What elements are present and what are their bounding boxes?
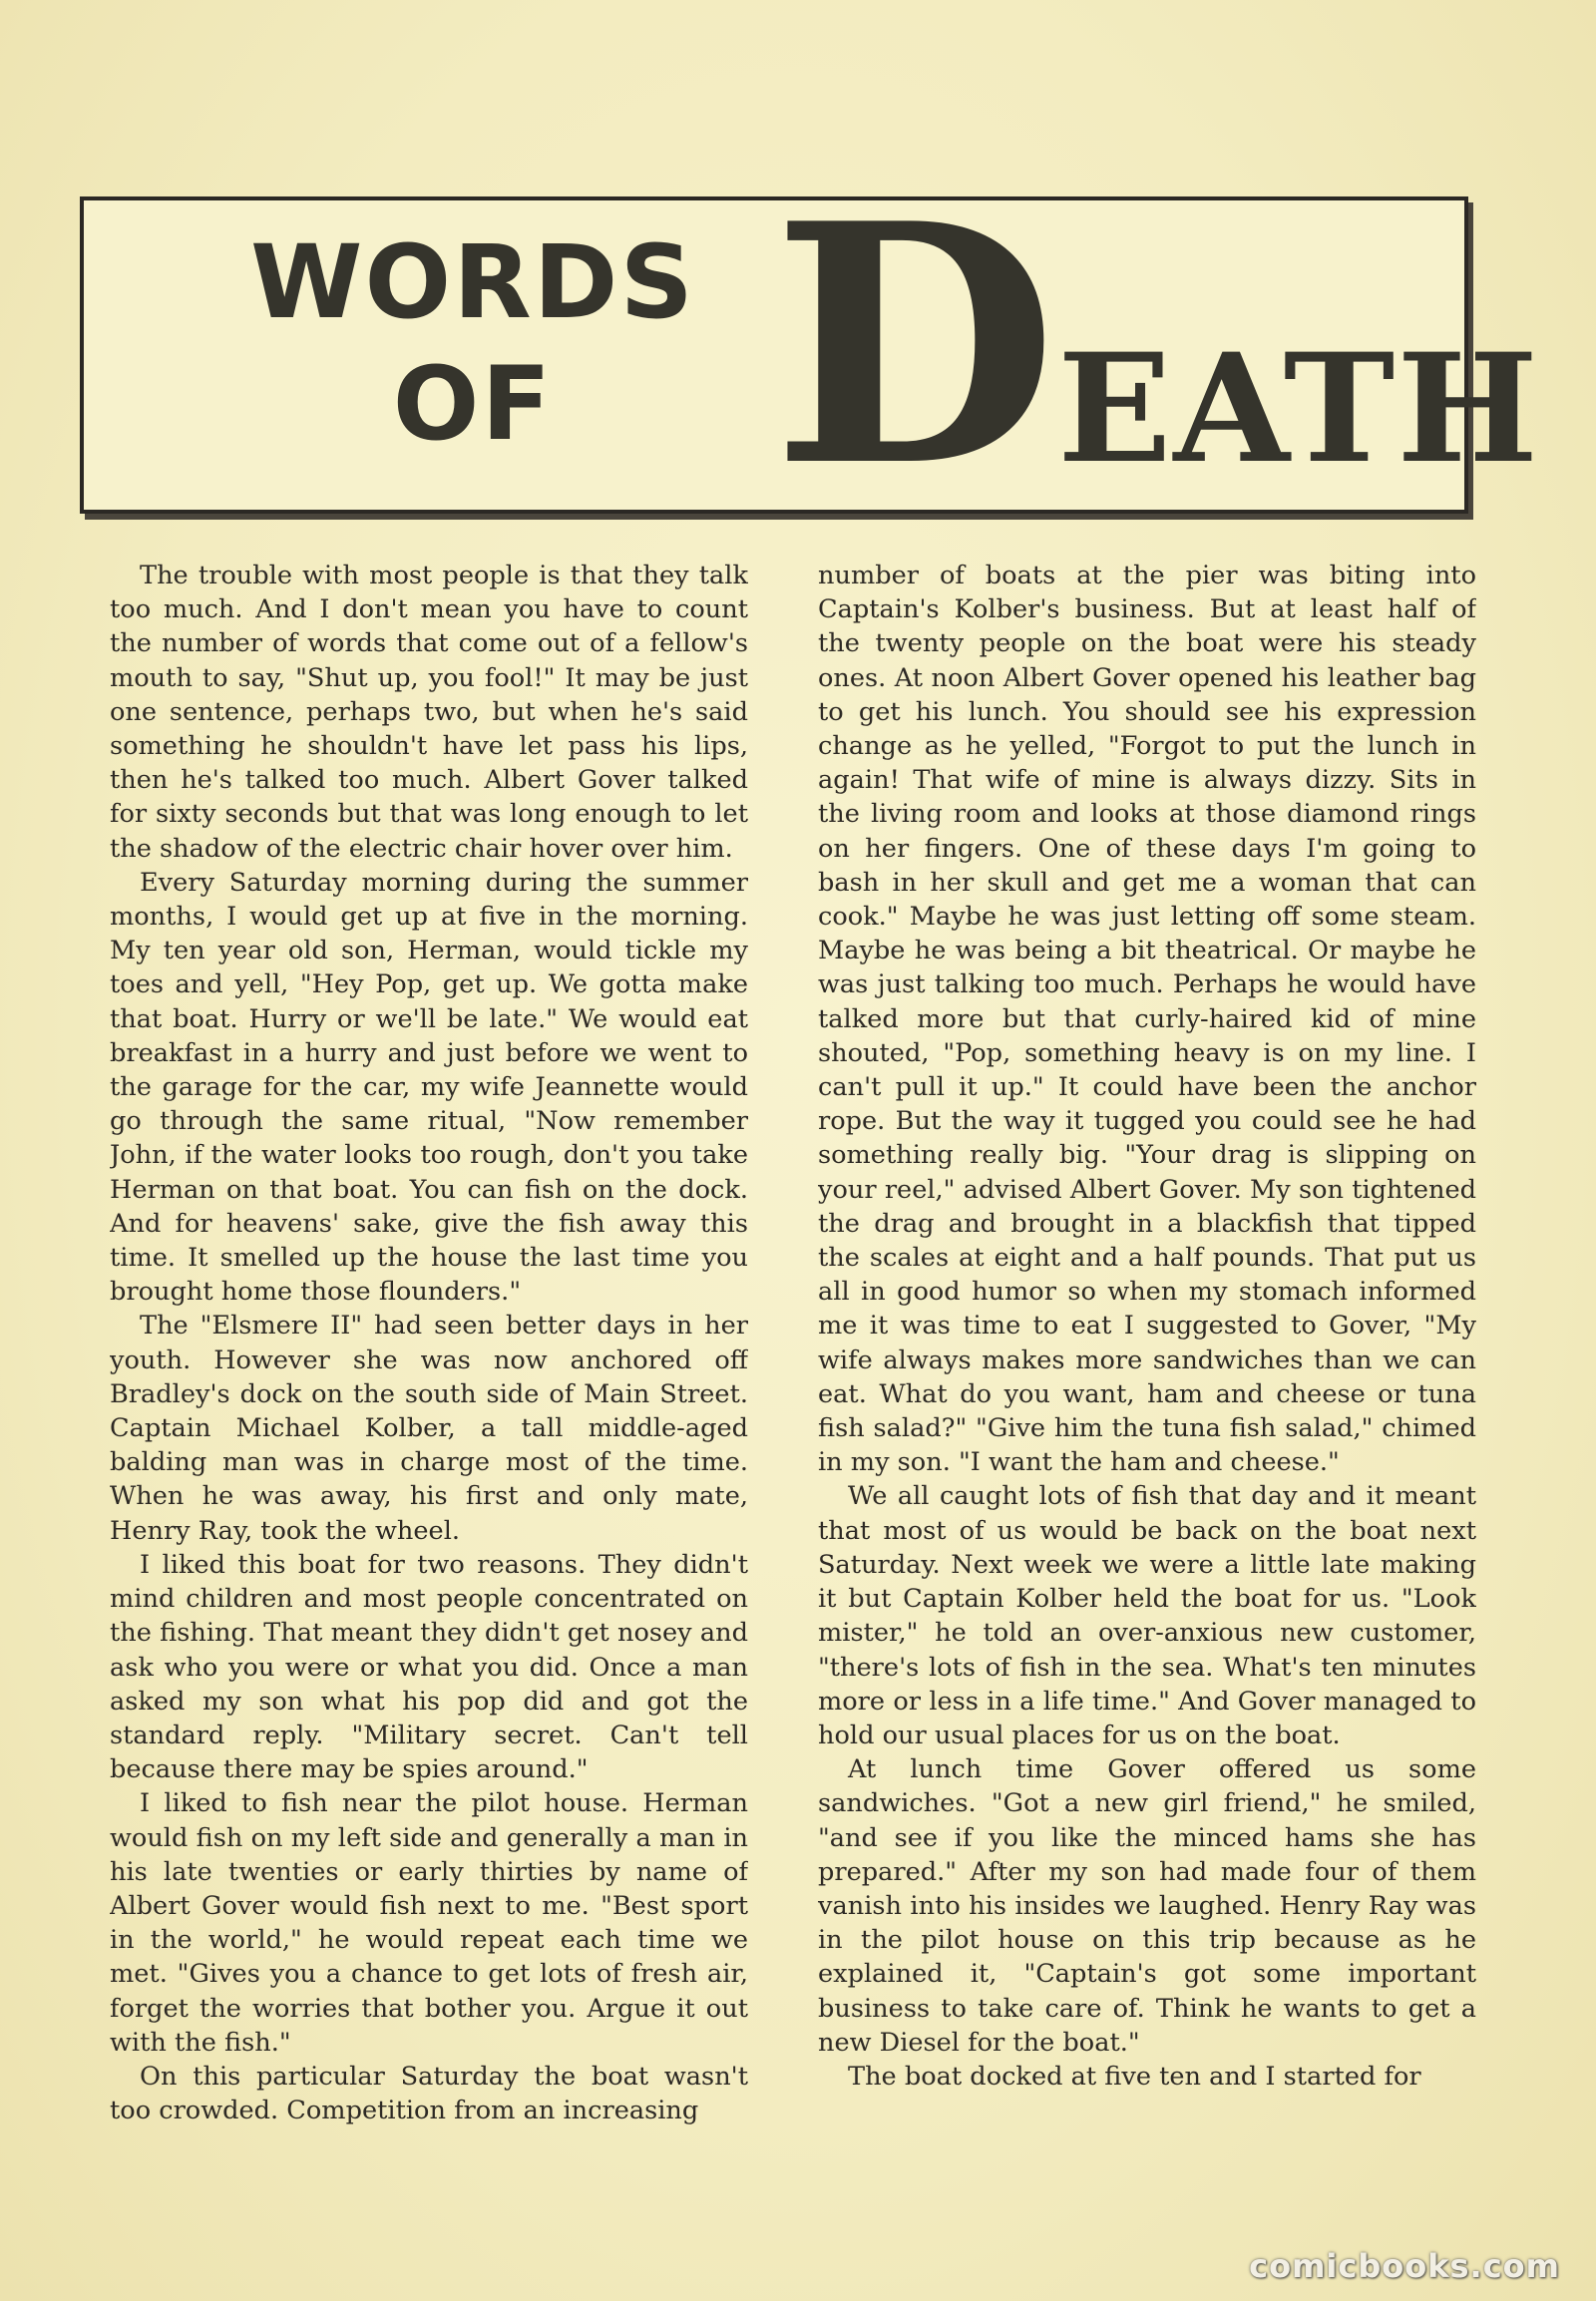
title-panel <box>80 152 1541 539</box>
paragraph: The "Elsmere II" had seen better days in her youth. However she was now anchored off Bradley's dock on the south side of Main Street. Captain Michael Kolber, a tall middle-aged balding man was in charge most of the time. When he was away, his first and only mate, Henry Ray, took the wheel. <box>110 1311 748 1546</box>
title-of: OF <box>392 345 554 464</box>
title-words: WORDS <box>250 223 695 342</box>
story-columns <box>110 559 1476 2244</box>
story-column-left <box>110 559 748 2244</box>
watermark: comicbooks.com <box>1249 2247 1560 2285</box>
paragraph: At lunch time Gover offered us some sandwiches. "Got a new girl friend," he smiled, "and see if you like the minced hams she has prepared." After my son had made four of them vanish into his insides we laughed. Henry Ray was in the pilot house on this trip because as he explained it, "Captain's got some important business to take care of. Think he wants to get a new Diesel for the boat." <box>818 1754 1476 2058</box>
paragraph: I liked to fish near the pilot house. Herman would fish on my left side and generally a man in his late twenties or early thirties by name of Albert Gover would fish next to me. "Best sport in the world," he would repeat each time we met. "Gives you a chance to get lots of fresh air, forget the worries that bother you. Argue it out with the fish." <box>110 1788 748 2058</box>
paragraph: On this particular Saturday the boat wasn't too crowded. Competition from an increasing <box>110 2061 748 2126</box>
title-death <box>772 152 1541 539</box>
paragraph: The boat docked at five ten and I started for <box>848 2061 1421 2092</box>
paragraph: I liked this boat for two reasons. They didn't mind children and most people concentrated on the fishing. That meant they didn't get nosey and ask who you were or what you did. Once a man asked my son what his pop did and got the standard reply. "Military secret. Can't tell because there may be spies around." <box>110 1549 748 1785</box>
story-column-right <box>818 559 1476 2244</box>
title-death-rest: EATH <box>1057 321 1541 497</box>
title-left-block <box>203 223 742 464</box>
title-death-initial: D <box>772 152 1058 539</box>
paragraph: We all caught lots of fish that day and it meant that most of us would be back on the boat next Saturday. Next week we were a little late making it but Captain Kolber held the boat for us. "Look mister," he told an over-anxious new customer, "there's lots of fish in the sea. What's ten minutes more or less in a life time." And Gover managed to hold our usual places for us on the boat. <box>818 1481 1476 1750</box>
paragraph: number of boats at the pier was biting into Captain's Kolber's business. But at least half of the twenty people on the boat were his steady ones. At noon Albert Gover opened his leather bag to get his lunch. You should see his expression change as he yelled, "Forgot to put the lunch in again! That wife of mine is always dizzy. Sits in the living room and looks at those diamond rings on her fingers. One of these days I'm going to bash in her skull and get me a woman that can cook." Maybe he was just letting off some steam. Maybe he was being a bit theatrical. Or maybe he was just talking too much. Perhaps he would have talked more but that curly-haired kid of mine shouted, "Pop, something heavy is on my line. I can't pull it up." It could have been the anchor rope. But the way it tugged you could see he had something really big. "Your drag is slipping on your reel," advised Albert Gover. My son tightened the drag and brought in a blackfish that tipped the scales at eight and a half pounds. That put us all in good humor so when my stomach informed me it was time to eat I suggested to Gover, "My wife always makes more sandwiches than we can eat. What do you want, ham and cheese or tuna fish salad?" "Give him the tuna fish salad," chimed in my son. "I want the ham and cheese." <box>818 561 1476 1478</box>
paragraph: The trouble with most people is that they talk too much. And I don't mean you have to count the number of words that come out of a fellow's mouth to say, "Shut up, you fool!" It may be just one sentence, perhaps two, but when he's said something he shouldn't have let pass his lips, then he's talked too much. Albert Gover talked for sixty seconds but that was long enough to let the shadow of the electric chair hover over him. <box>110 561 748 864</box>
paragraph: Every Saturday morning during the summer months, I would get up at five in the morning. My ten year old son, Herman, would tickle my toes and yell, "Hey Pop, get up. We gotta make that boat. Hurry or we'll be late." We would eat breakfast in a hurry and just before we went to the garage for the car, my wife Jeannette would go through the same ritual, "Now remember John, if the water looks too rough, don't you take Herman on that boat. You can fish on the dock. And for heavens' sake, give the fish away this time. It smelled up the house the last time you brought home those flounders." <box>110 867 748 1308</box>
